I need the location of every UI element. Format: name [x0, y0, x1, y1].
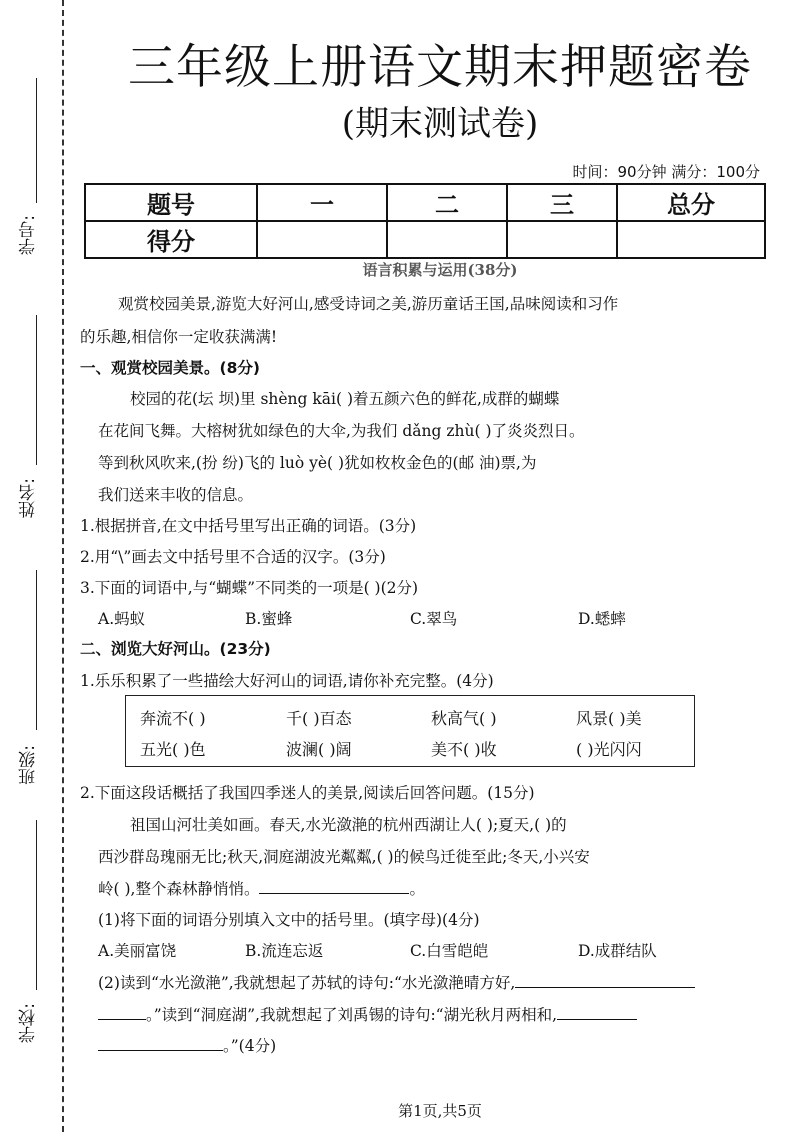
q2-option: D.成群结队: [578, 942, 657, 960]
q2-sub-question: [98, 971, 695, 993]
exam-subtitle: (期末测试卷): [341, 104, 539, 144]
q2-sub-question: [98, 1003, 637, 1025]
idiom-item: 千( )百态: [286, 709, 352, 728]
q2-passage-text: 岭( ),整个森林静悄悄。: [98, 880, 260, 898]
q1-heading: 一、观赏校园美景。(8分): [80, 359, 260, 377]
answer-blank[interactable]: [515, 973, 695, 988]
q2-sub-question: [98, 1034, 276, 1056]
score-cell[interactable]: [387, 221, 507, 258]
q2-option: B.流连忘返: [245, 942, 324, 960]
q2-heading: 二、浏览大好河山。(23分): [80, 640, 271, 658]
score-header-cell: 二: [387, 184, 507, 221]
score-table-score-row: [85, 221, 765, 258]
score-header-cell: 三: [507, 184, 617, 221]
score-row-label: 得分: [85, 221, 257, 258]
q1-passage-line: 等到秋风吹来,(扮 纷)飞的 luò yè( )犹如枚枚金色的(邮 油)票,为: [98, 454, 537, 472]
answer-blank[interactable]: [98, 1005, 146, 1020]
q2-sub-text: 。”读到“洞庭湖”,我就想起了刘禹锡的诗句:“湖光秋月两相和,: [146, 1006, 558, 1024]
q1-passage-line: 在花间飞舞。大榕树犹如绿色的大伞,为我们 dǎng zhù( )了炎炎烈日。: [98, 422, 585, 440]
score-header-cell: 题号: [85, 184, 257, 221]
binding-margin: [0, 0, 80, 1132]
q2-sub-question: 1.乐乐积累了一些描绘大好河山的词语,请你补充完整。(4分): [80, 672, 494, 690]
idiom-item: 风景( )美: [576, 709, 642, 728]
q2-sub-text: (2)读到“水光潋滟”,我就想起了苏轼的诗句:“水光潋滟晴方好,: [98, 974, 516, 992]
q1-passage-line: 我们送来丰收的信息。: [98, 486, 254, 504]
score-cell[interactable]: [617, 221, 765, 258]
q2-sub-question: 2.下面这段话概括了我国四季迷人的美景,阅读后回答问题。(15分): [80, 784, 535, 802]
q2-sub-question: (1)将下面的词语分别填入文中的括号里。(填字母)(4分): [98, 911, 480, 929]
exam-title: 三年级上册语文期末押题密卷: [128, 40, 752, 95]
q1-option: B.蜜蜂: [245, 610, 293, 628]
score-header-cell: 总分: [617, 184, 765, 221]
name-label: 姓名:: [19, 478, 39, 518]
answer-blank[interactable]: [98, 1036, 223, 1051]
score-header-cell: 一: [257, 184, 387, 221]
q1-sub-question: 3.下面的词语中,与“蝴蝶”不同类的一项是( )(2分): [80, 579, 419, 597]
page-number: 第1页,共5页: [398, 1102, 482, 1120]
exam-meta: 时间：90分钟 满分：100分: [572, 163, 760, 181]
q2-passage-text: 。: [409, 880, 425, 898]
q2-passage-line: 西沙群岛瑰丽无比;秋天,洞庭湖波光粼粼,( )的候鸟迁徙至此;冬天,小兴安: [98, 848, 590, 866]
q2-passage-line: [98, 877, 425, 899]
school-line[interactable]: [36, 820, 37, 990]
score-cell[interactable]: [507, 221, 617, 258]
intro-line: 的乐趣,相信你一定收获满满!: [80, 328, 278, 346]
idiom-item: 波澜( )阔: [286, 740, 352, 759]
idiom-item: 秋高气( ): [431, 709, 497, 728]
answer-blank[interactable]: [259, 879, 409, 894]
q2-passage-line: 祖国山河壮美如画。春天,水光潋滟的杭州西湖让人( );夏天,( )的: [130, 816, 567, 834]
q2-option: A.美丽富饶: [98, 942, 177, 960]
q2-option: C.白雪皑皑: [410, 942, 489, 960]
score-table-header-row: [85, 184, 765, 221]
idiom-box: [125, 695, 695, 767]
section-title: 语言积累与运用(38分): [362, 261, 518, 279]
school-label: 学校:: [19, 1003, 39, 1043]
score-table: [84, 183, 766, 259]
q1-sub-question: 2.用“\”画去文中括号里不合适的汉字。(3分): [80, 548, 386, 566]
idiom-item: 五光( )色: [140, 740, 206, 759]
class-label: 班级:: [19, 745, 39, 785]
idiom-item: 奔流不( ): [140, 709, 206, 728]
idiom-item: ( )光闪闪: [576, 740, 642, 759]
q1-option: C.翠鸟: [410, 610, 458, 628]
name-line[interactable]: [36, 315, 37, 465]
q1-passage-line: 校园的花(坛 坝)里 shèng kāi( )着五颜六色的鲜花,成群的蝴蝶: [130, 390, 560, 408]
q1-option: A.蚂蚁: [98, 610, 146, 628]
class-line[interactable]: [36, 570, 37, 730]
q1-option: D.蟋蟀: [578, 610, 626, 628]
q2-sub-text: 。”(4分): [223, 1037, 277, 1055]
student-id-line[interactable]: [36, 78, 37, 203]
student-id-label: 学号:: [19, 215, 39, 255]
cut-line: [62, 0, 64, 1132]
score-cell[interactable]: [257, 221, 387, 258]
q1-sub-question: 1.根据拼音,在文中括号里写出正确的词语。(3分): [80, 517, 417, 535]
answer-blank[interactable]: [557, 1005, 637, 1020]
idiom-item: 美不( )收: [431, 740, 497, 759]
intro-line: 观赏校园美景,游览大好河山,感受诗词之美,游历童话王国,品味阅读和习作: [118, 295, 619, 313]
